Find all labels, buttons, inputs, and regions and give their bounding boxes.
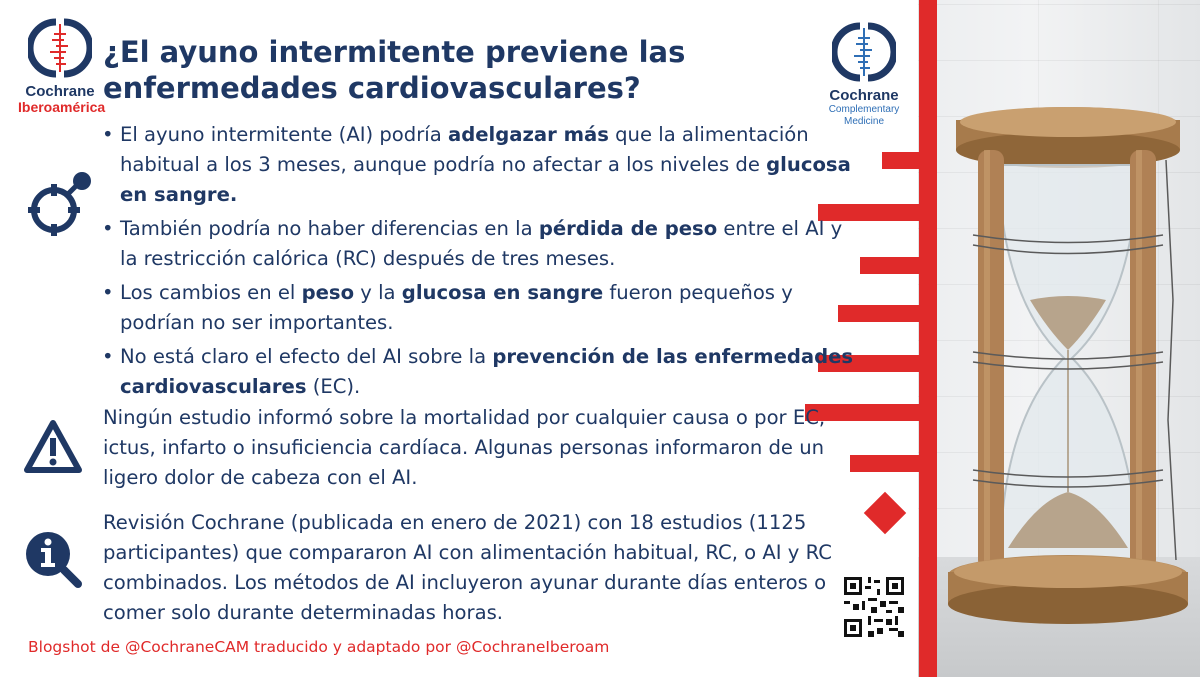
list-item: • También podría no haber diferencias en la pérdida de peso entre el AI y la restricción calórica (RC) después de tres meses. [100, 214, 855, 274]
red-diamond [864, 492, 906, 534]
page-title: ¿El ayuno intermitente previene las enfermedades cardiovasculares? [103, 35, 686, 105]
list-item: • Los cambios en el peso y la glucosa en sangre fueron pequeños y podrían no ser importantes. [100, 278, 855, 338]
list-item: • No está claro el efecto del AI sobre la prevención de las enfermedades cardiovasculares (EC). [100, 342, 855, 402]
target-icon [24, 170, 94, 240]
info-search-icon [22, 528, 84, 590]
red-tick [882, 152, 937, 169]
red-vertical-band [919, 0, 937, 677]
warning-icon [22, 418, 84, 476]
cochrane-complementary-medicine-logo [808, 20, 920, 128]
safety-note: Ningún estudio informó sobre la mortalidad por cualquier causa o por EC, ictus, infarto o insuficiencia cardíaca. Algunas personas informaron de un ligero dolor de cabeza con el AI. [103, 406, 826, 489]
cochrane-logo-icon [832, 20, 896, 84]
cochrane-iberoamerica-logo [18, 16, 106, 115]
red-tick [860, 257, 937, 274]
hourglass-photo [918, 0, 1200, 677]
review-info: Revisión Cochrane (publicada en enero de 2021) con 18 estudios (1125 participantes) que compararon AI con alimentación habitual, RC, o AI y RC combinados. Los métodos de AI incluyeron ayunar durante días enteros o comer solo durante determinadas horas. [103, 511, 832, 624]
logo-name: Cochrane [25, 83, 95, 100]
logo-subtitle: Complementary Medicine [828, 104, 900, 127]
footer-credit: Blogshot de @CochraneCAM traducido y adaptado por @CochraneIberoam [28, 638, 610, 656]
key-findings-list [100, 120, 855, 406]
cochrane-logo-icon [28, 16, 92, 80]
red-tick [850, 455, 937, 472]
logo-name: Cochrane [829, 87, 899, 104]
list-item: • El ayuno intermitente (AI) podría adelgazar más que la alimentación habitual a los 3 meses, aunque podría no afectar a los niveles de glucosa en sangre. [100, 120, 855, 210]
logo-subtitle: Iberoamérica [18, 99, 106, 115]
qr-code[interactable] [841, 574, 907, 640]
